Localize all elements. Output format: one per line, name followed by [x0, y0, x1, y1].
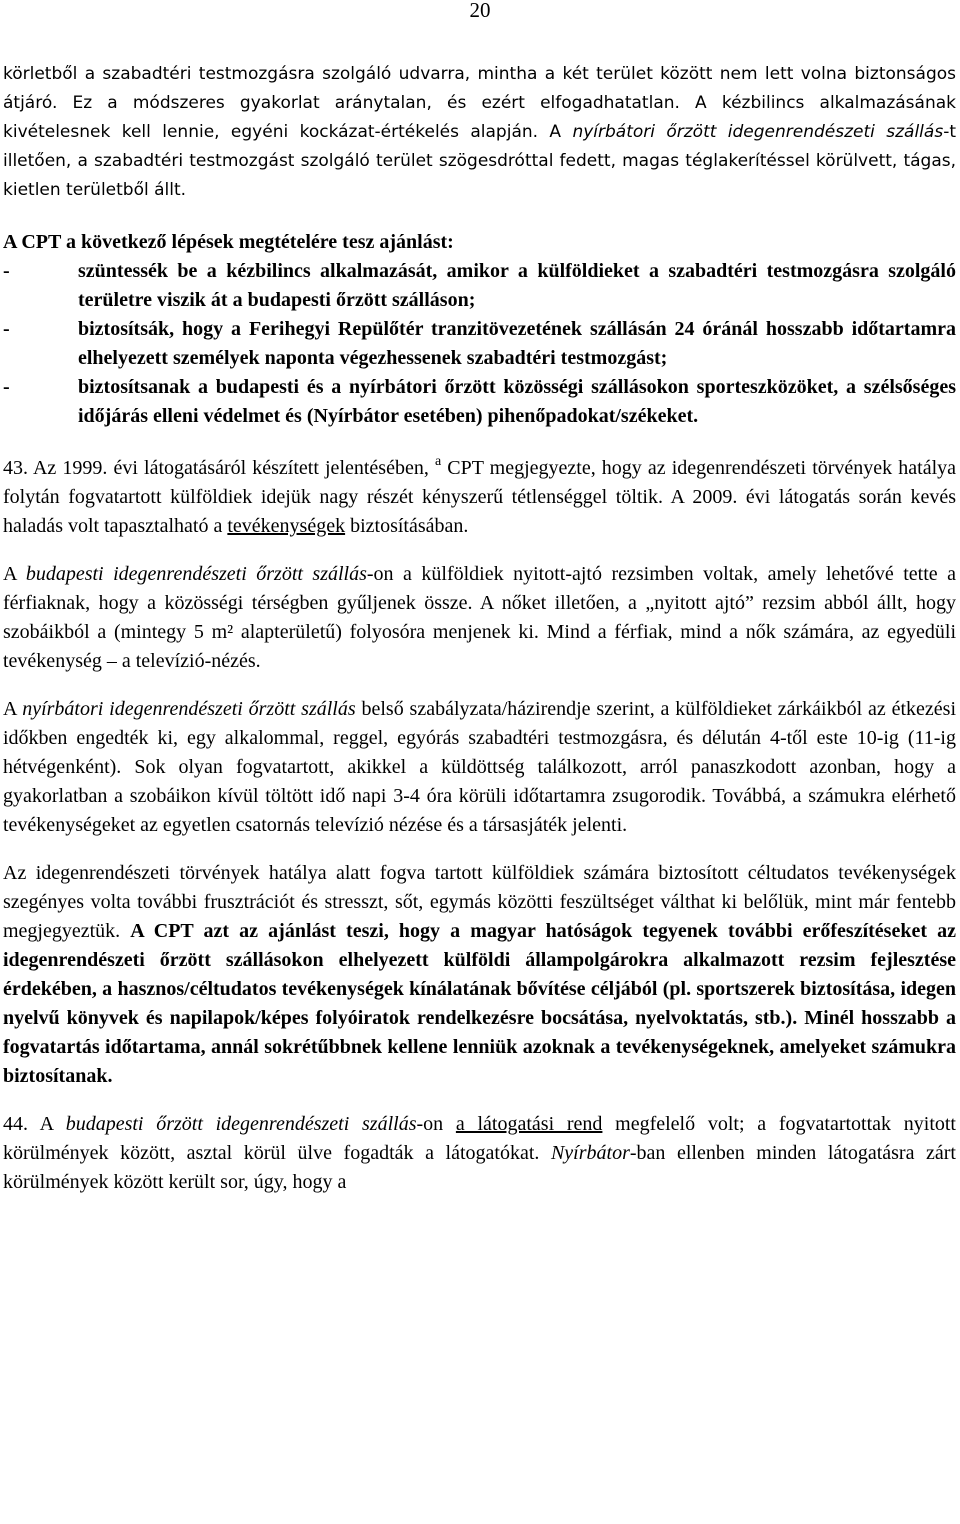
page-number: 20 — [469, 0, 491, 22]
recommendations-heading: A CPT a következő lépések megtételére tesz ajánlást: — [3, 231, 454, 253]
para-44-text-b: -on — [416, 1113, 456, 1135]
intro-text-a: körletből a szabadtéri testmozgásra szolgáló udvarra, mintha a két terület között nem lett volna biztonságos átjáró. Ez a módszeres gyakorlat aránytalan, és ezért elfogadhatatlan. A kézbilincs alkalmazásának kivételesnek kell lennie, egyéni kockázat-értékelés alapján. A — [3, 64, 956, 142]
para-43-text-c: biztosításában. — [345, 515, 469, 537]
recommendation-text: biztosítsák, hogy a Ferihegyi Repülőtér tranzitövezetének szállásán 24 óránál hosszabb időtartamra elhelyezett személyek naponta végezhessenek szabadtéri testmozgást; — [78, 318, 956, 369]
paragraph-43 — [3, 454, 956, 541]
budapest-text-a: A — [3, 563, 26, 585]
recommendations-list — [3, 257, 956, 431]
underlined-visiting-rules: a látogatási rend — [455, 1113, 603, 1135]
paragraph-laws — [3, 859, 956, 1091]
underlined-activities: tevékenységek — [227, 515, 346, 537]
laws-text-a: Az idegenrendészeti törvények hatálya alatt fogva tartott külföldiek számára biztosított céltudatos tevékenységek szegényes volta további frusztrációt és stresszt, sőt, egymás közötti feszültséget válthat ki belőlük, mint már fentebb megjegyeztük. — [3, 862, 956, 942]
nyirbator-italic-facility: nyírbátori idegenrendészeti őrzött szállás — [22, 698, 356, 720]
budapest-text-b: -on a külföldiek nyitott-ajtó rezsimben voltak, amely lehetővé tette a férfiaknak, hogy a közösségi térségben gyűljenek össze. A nőket illetően, a „nyitott ajtó” rezsim abból állt, hogy szobáikból a (mintegy 5 m² alapterületű) folyosóra menjenek ki. Mind a férfiak, mind a nők számára, az egyedüli tevékenység – a televízió-nézés. — [3, 563, 957, 672]
nyirbator-text-a: A — [3, 698, 23, 720]
para-44-italic-facility: budapesti őrzött idegenrendészeti szállás — [65, 1113, 417, 1135]
intro-text-b: -t illetően, a szabadtéri testmozgást szolgáló terület szögesdróttal fedett, magas téglakerítéssel körülvett, tágas, kietlen területből állt. — [3, 122, 956, 200]
para-44-text-a: 44. A — [3, 1113, 66, 1135]
paragraph-budapest — [3, 560, 956, 676]
para-44-text-c: megfelelő volt; a fogvatartottak nyitott körülmények között, asztal körül ülve fogadták a látogatókat. — [3, 1113, 956, 1164]
recommendation-text: szüntessék be a kézbilincs alkalmazását, amikor a külföldieket a szabadtéri testmozgásra szolgáló területre viszik át a budapesti őrzött szálláson; — [78, 260, 956, 311]
recommendation-item — [3, 373, 956, 431]
nyirbator-text-b: belső szabályzata/házirendje szerint, a külföldieket zárkáikból az étkezési időkben engedték ki, egy alkalommal, reggel, egyórás szabadtéri testmozgásra, és délután 4-től este 10-ig (11-ig hétvégenként). Sok olyan fogvatartott, akikkel a küldöttség találkozott, arról panaszkodott azonban, hogy a gyakorlatban a szobáikon kívül töltött idő napi 3-4 óra körüli időtartamra zsugorodik. Továbbá, a számukra elérhető tevékenységeket az egyetlen csatornás televízió nézése és a társasjáték jelenti. — [3, 698, 956, 836]
recommendation-text: biztosítsanak a budapesti és a nyírbátori őrzött közösségi szállásokon sporteszközöket, a szélsőséges időjárás elleni védelmet és (Nyírbátor esetében) pihenőpadokat/székeket. — [78, 376, 956, 427]
intro-italic-facility: nyírbátori őrzött idegenrendészeti szállás — [572, 122, 944, 142]
budapest-italic-facility: budapesti idegenrendészeti őrzött szállás — [25, 563, 367, 585]
laws-recommendation-bold: A CPT azt az ajánlást teszi, hogy a magyar hatóságok tegyenek további erőfeszítéseket az idegenrendészeti őrzött szállásokon elhelyezett külföldi állampolgárokra alkalmazott rezsim fejlesztése érdekében, a hasznos/céltudatos tevékenységek kínálatának bővítése céljából (pl. sportszerek biztosítása, idegen nyelvű könyvek és napilapok/képes folyóiratok rendelkezésre bocsátása, nyelvoktatás, stb.). Minél hosszabb a fogvatartás időtartama, annál sokrétűbbnek kellene lenniük azoknak a tevékenységeknek, amelyeket számukra biztosítanak. — [3, 920, 956, 1087]
recommendation-item — [3, 257, 956, 315]
document-body — [3, 60, 956, 1197]
paragraph-nyirbator — [3, 695, 956, 840]
para-44-italic-nyirbator: Nyírbátor — [550, 1142, 630, 1164]
list-dash: - — [3, 260, 10, 282]
superscript-a: a — [434, 454, 442, 469]
para-44-text-d: -ban ellenben minden látogatásra zárt körülmények között került sor, úgy, hogy a — [3, 1142, 956, 1193]
list-dash: - — [3, 318, 10, 340]
para-43-text-a: 43. Az 1999. évi látogatásáról készített jelentésében, — [3, 457, 435, 479]
list-dash: - — [3, 376, 10, 398]
paragraph-intro — [3, 60, 956, 205]
paragraph-44 — [3, 1110, 956, 1197]
recommendation-item — [3, 315, 956, 373]
para-43-text-b: CPT megjegyezte, hogy az idegenrendészeti törvények hatálya folytán fogvatartott külföldiek idejük nagy részét kényszerű tétlenséggel töltik. A 2009. évi látogatás során kevés haladás volt tapasztalható a — [3, 457, 956, 537]
